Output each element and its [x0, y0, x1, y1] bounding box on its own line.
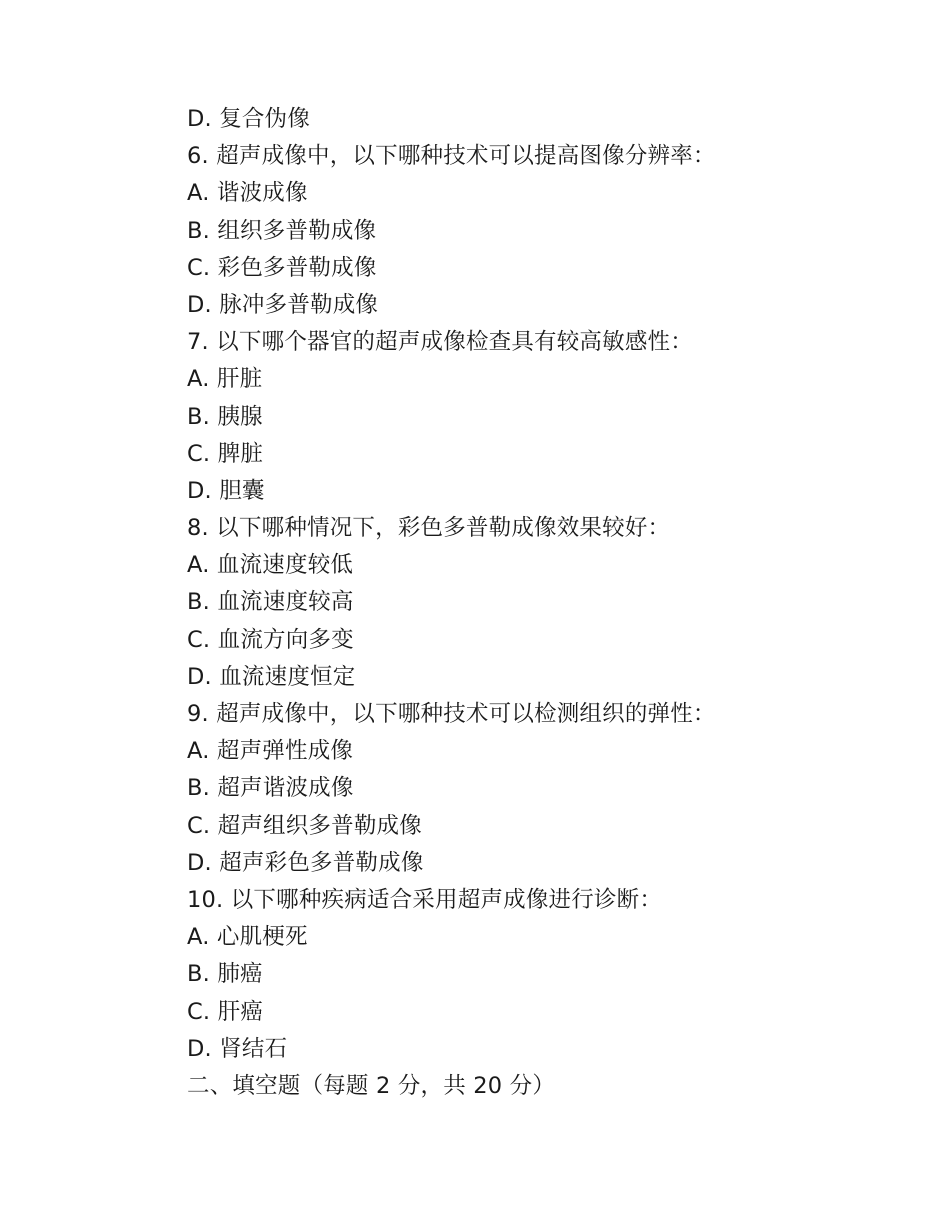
document-text-body	[187, 101, 887, 1105]
option-d-q7: D. 胆囊	[187, 477, 265, 504]
option-d-q8: D. 血流速度恒定	[187, 663, 356, 690]
option-d-q5: D. 复合伪像	[187, 106, 311, 132]
option-a-q10: A. 心肌梗死	[187, 924, 308, 951]
question-6: 6. 超声成像中，以下哪种技术可以提高图像分辨率：	[187, 143, 716, 170]
question-7: 7. 以下哪个器官的超声成像检查具有较高敏感性：	[187, 329, 693, 356]
option-c-q8: C. 血流方向多变	[187, 626, 354, 653]
option-b-q8: B. 血流速度较高	[187, 589, 354, 616]
option-c-q9: C. 超声组织多普勒成像	[187, 812, 422, 839]
option-b-q6: B. 组织多普勒成像	[187, 217, 377, 244]
option-b-q7: B. 胰腺	[187, 403, 263, 430]
option-a-q8: A. 血流速度较低	[187, 552, 354, 579]
option-a-q7: A. 肝脏	[187, 366, 263, 393]
option-b-q9: B. 超声谐波成像	[187, 775, 354, 802]
option-a-q9: A. 超声弹性成像	[187, 738, 354, 765]
question-8: 8. 以下哪种情况下，彩色多普勒成像效果较好：	[187, 515, 671, 542]
option-c-q10: C. 肝癌	[187, 998, 264, 1025]
option-a-q6: A. 谐波成像	[187, 180, 308, 207]
option-c-q6: C. 彩色多普勒成像	[187, 254, 377, 281]
option-c-q7: C. 脾脏	[187, 440, 264, 467]
option-b-q10: B. 肺癌	[187, 961, 263, 988]
option-d-q10: D. 肾结石	[187, 1035, 288, 1062]
option-d-q6: D. 脉冲多普勒成像	[187, 291, 379, 318]
option-d-q9: D. 超声彩色多普勒成像	[187, 849, 424, 876]
question-10: 10. 以下哪种疾病适合采用超声成像进行诊断：	[187, 886, 663, 913]
section-heading-fill-in: 二、填空题（每题 2 分，共 20 分）	[187, 1072, 556, 1099]
question-9: 9. 超声成像中，以下哪种技术可以检测组织的弹性：	[187, 701, 716, 727]
